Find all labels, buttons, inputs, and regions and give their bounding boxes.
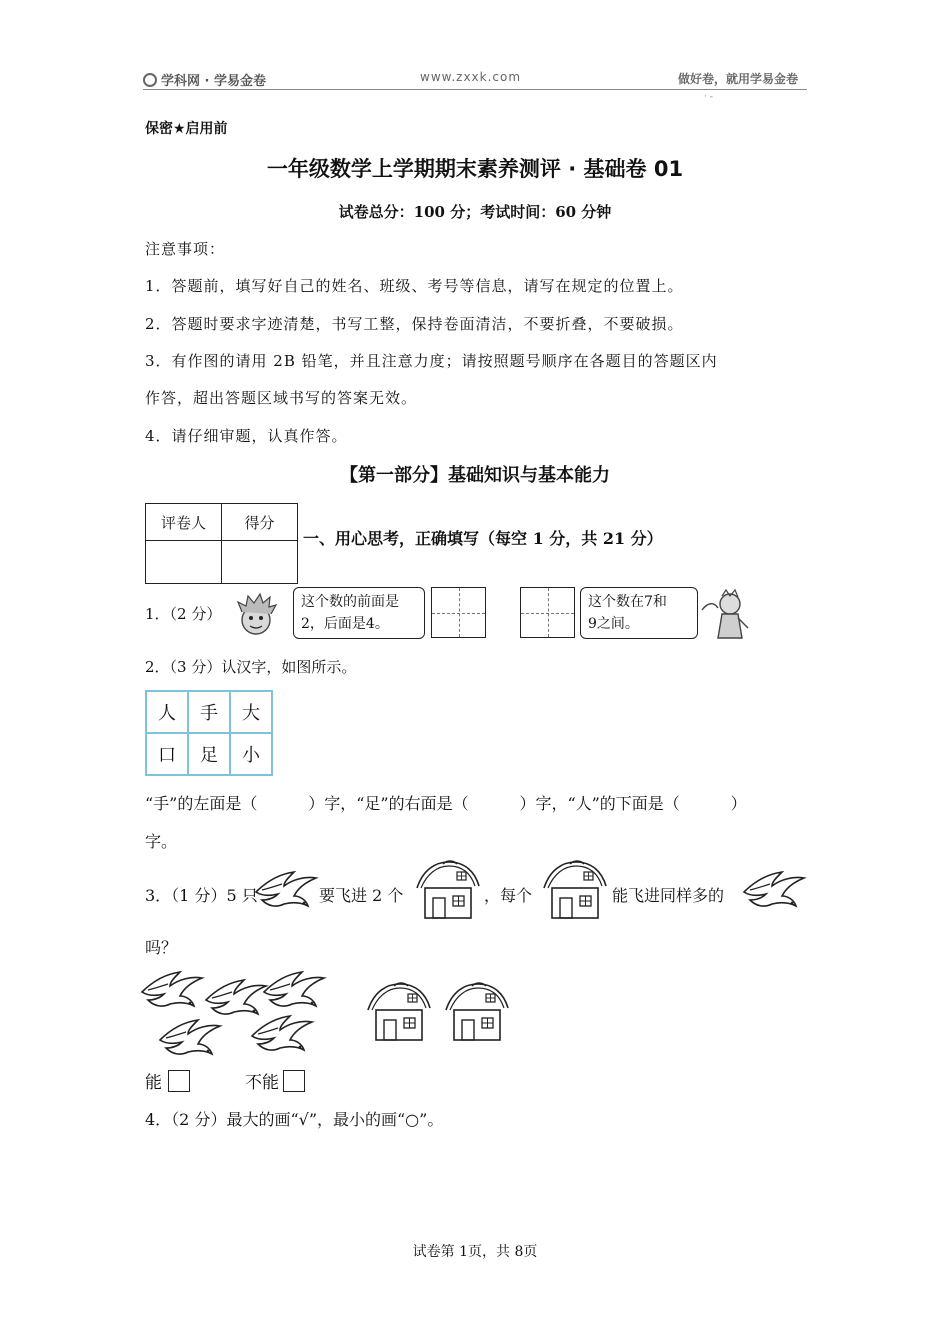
answer-box-right[interactable] (520, 587, 575, 638)
char-cell: 小 (230, 733, 272, 775)
speech-bubble-right (580, 587, 698, 639)
hedgehog-icon (232, 590, 280, 640)
header-dots: · - (704, 92, 713, 102)
q2-label: 2．（3 分）认汉字，如图所示。 (145, 658, 357, 676)
confidential-label: 保密★启用前 (145, 121, 228, 137)
note-item: 作答，超出答题区域书写的答案无效。 (145, 389, 418, 407)
char-cell: 足 (188, 733, 230, 775)
q1-label: 1．（2 分） (145, 605, 222, 623)
bubble-line: 这个数在7和 (588, 594, 667, 610)
swallow-icon (254, 866, 320, 914)
score-cell[interactable] (222, 541, 298, 584)
bubble-line: 9之间。 (588, 616, 639, 632)
char-cell: 口 (146, 733, 188, 775)
bubble-line: 这个数的前面是 (301, 594, 399, 610)
option-yes-checkbox[interactable] (168, 1070, 190, 1092)
grader-cell[interactable] (146, 541, 222, 584)
site-logo[interactable] (143, 70, 266, 89)
option-no-label: 不能 (245, 1073, 279, 1093)
question-group-heading: 一、用心思考，正确填写（每空 1 分，共 21 分） (303, 529, 663, 548)
answer-box-left[interactable] (431, 587, 486, 638)
logo-icon (143, 73, 157, 87)
char-cell: 人 (146, 691, 188, 733)
child-figure-icon (700, 588, 752, 644)
note-item: 3．有作图的请用 2B 铅笔，并且注意力度；请按照题号顺序在各题目的答题区内 (145, 352, 718, 370)
char-cell: 大 (230, 691, 272, 733)
swallow-icon (250, 1010, 316, 1058)
q3-line2: 吗？ (145, 938, 178, 957)
note-item: 4．请仔细审题，认真作答。 (145, 427, 348, 445)
page-title: 一年级数学上学期期末素养测评 · 基础卷 01 (266, 157, 684, 181)
char-cell: 手 (188, 691, 230, 733)
option-no-checkbox[interactable] (283, 1070, 305, 1092)
option-no[interactable] (245, 1068, 305, 1093)
header-divider (143, 89, 807, 90)
page-footer: 试卷第 1页，共 8页 (412, 1244, 538, 1260)
notes-heading: 注意事项： (145, 240, 226, 258)
speech-bubble-left (293, 587, 425, 639)
swallow-icon (140, 966, 206, 1014)
q3-part: ，每个 (484, 886, 533, 905)
header-url[interactable]: www.zxxk.com (420, 70, 522, 84)
q3-part: 3．（1 分）5 只 (145, 886, 258, 905)
note-item: 2．答题时要求字迹清楚，书写工整，保持卷面清洁，不要折叠，不要破损。 (145, 315, 684, 333)
q2-text: “手”的左面是（ ）字，“足”的右面是（ ）字，“人”的下面是（ ） (145, 794, 747, 813)
swallow-icon (262, 966, 328, 1014)
grader-table (145, 503, 298, 584)
swallow-icon (742, 866, 808, 914)
house-icon (540, 858, 612, 922)
score-header: 得分 (222, 504, 298, 541)
swallow-icon (158, 1014, 224, 1062)
q3-part: 要飞进 2 个 (319, 886, 404, 905)
section-title: 【第一部分】基础知识与基本能力 (340, 465, 610, 486)
header-slogan: 做好卷，就用学易金卷 (678, 72, 799, 86)
q3-part: 能飞进同样多的 (612, 886, 725, 905)
house-icon (442, 980, 514, 1044)
option-yes[interactable] (145, 1068, 190, 1093)
house-icon (364, 980, 436, 1044)
character-grid (145, 690, 273, 776)
q2-text-end: 字。 (145, 832, 178, 851)
option-yes-label: 能 (145, 1073, 162, 1093)
bubble-line: 2，后面是4。 (301, 616, 389, 632)
house-icon (413, 858, 485, 922)
note-item: 1．答题前，填写好自己的姓名、班级、考号等信息，请写在规定的位置上。 (145, 277, 684, 295)
logo-text: 学科网 · 学易金卷 (161, 74, 266, 89)
q4-text: 4．（2 分）最大的画“√”，最小的画“○”。 (145, 1110, 444, 1129)
exam-info: 试卷总分：100 分；考试时间：60 分钟 (338, 203, 612, 221)
grader-header: 评卷人 (146, 504, 222, 541)
